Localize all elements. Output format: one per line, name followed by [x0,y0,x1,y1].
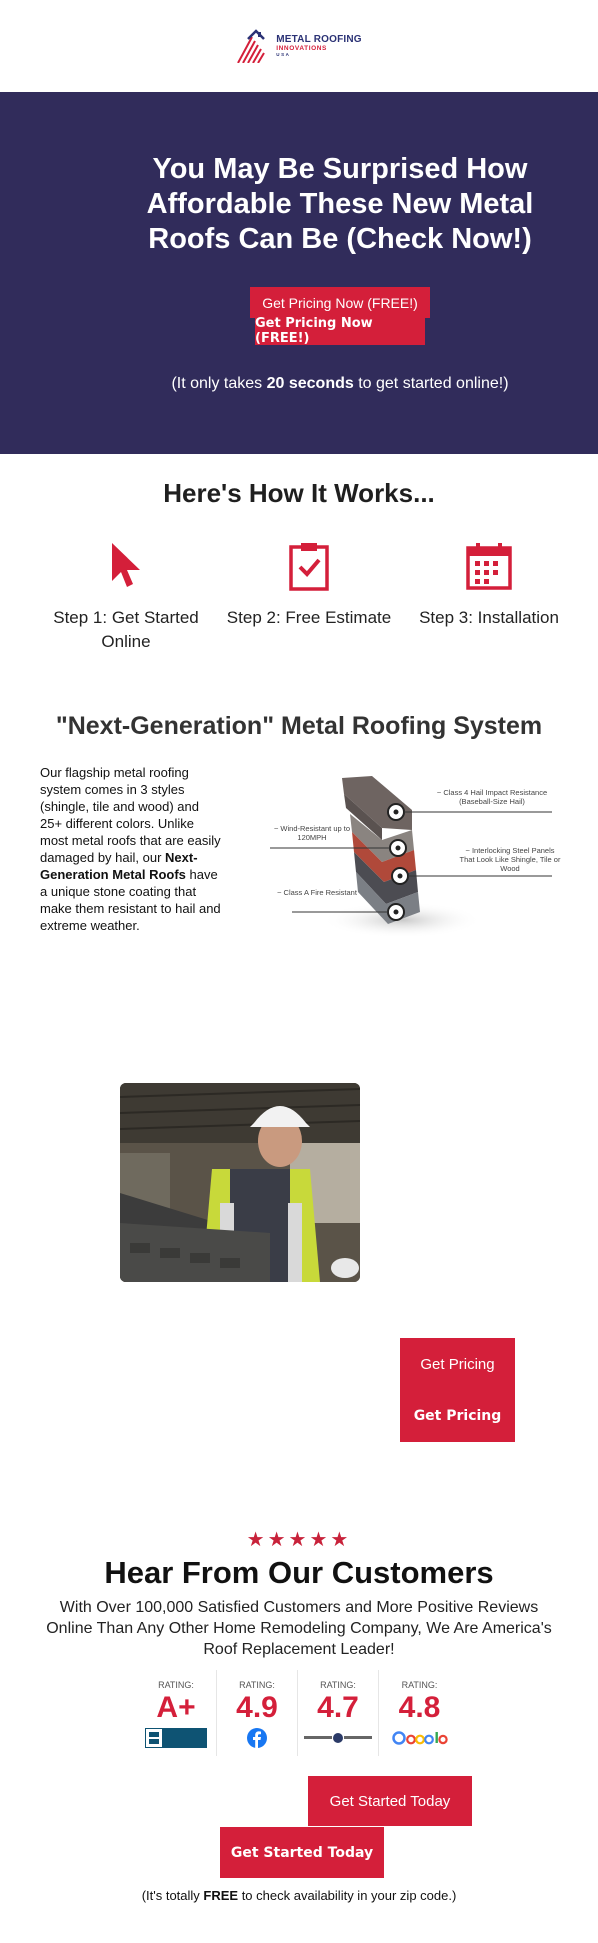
step-2-label: Step 2: Free Estimate [226,608,392,627]
hero-note-bold: 20 seconds [266,375,354,392]
rating-bbb [136,1670,217,1756]
rating-label: RATING: [401,1680,438,1690]
next-gen-text-1: Our flagship metal roofing system comes in 3 styles (shingle, tile and wood) and 25+ different colors. Unlike most metal roofs that are easily damaged by hail, our [40,765,221,865]
cursor-icon [108,541,144,591]
clipboard-check-icon [288,541,330,591]
reviews-title: Hear From Our Customers [104,1555,494,1590]
hero-section [0,92,598,454]
hero-note [112,375,568,393]
free-note-suffix: to check availability in your zip code.) [238,1888,457,1903]
step-1 [41,540,211,654]
five-star-rating: ★★★★★ [246,1529,352,1551]
free-note-bold: FREE [203,1888,239,1903]
rating-google [379,1670,460,1756]
reviews-subtitle: With Over 100,000 Satisfied Customers and More Positive Reviews Online Than Any Other Home Remodeling Company, We Are America's Roof Replacement Leader! [46,1599,552,1658]
guildquality-logo [298,1728,378,1748]
free-availability-note [0,1888,598,1903]
next-gen-description [40,764,222,934]
calendar-icon [465,541,513,591]
step-3-label: Step 3: Installation [419,608,559,627]
video-player[interactable] [120,1083,360,1282]
roof-logo-icon [236,29,272,63]
label-fire-resistant: ~ Class A Fire Resistant [277,888,357,897]
free-note-prefix: (It's totally [141,1888,204,1903]
hero-note-suffix: to get started online!) [353,375,509,392]
get-pricing-button[interactable]: Get Pricing [400,1338,515,1390]
step-3 [404,540,574,630]
logo-line1: METAL ROOFING [276,33,362,45]
rating-label: RATING: [158,1680,194,1690]
get-started-today-button[interactable]: Get Started Today [308,1776,472,1826]
next-gen-text-bold: Next-Generation Metal Roofs [40,850,198,882]
label-interlocking-panels: ~ Interlocking Steel Panels That Look Like Shingle, Tile or Wood [459,846,561,873]
google-logo [379,1728,460,1748]
rating-label: RATING: [239,1680,275,1690]
how-it-works-title: Here's How It Works... [163,478,435,508]
rating-label: RATING: [320,1680,356,1690]
facebook-icon [247,1728,267,1748]
get-pricing-now-button-alt[interactable]: Get Pricing Now (FREE!) [255,316,425,345]
label-hail-resistance: ~ Class 4 Hail Impact Resistance (Baseball-Size Hail) [436,788,548,806]
get-started-today-button-alt[interactable]: Get Started Today [220,1827,384,1878]
step-2 [224,540,394,630]
logo-line2: INNOVATIONS [276,44,327,52]
hero-note-prefix: (It only takes [171,375,267,392]
video-thumbnail-image [120,1083,360,1282]
rating-value: 4.7 [317,1691,359,1724]
rating-value: 4.9 [236,1691,278,1724]
rating-value: A+ [156,1691,196,1724]
next-gen-text-2: have a unique stone coating that make them resistant to hail and extreme weather. [40,867,221,933]
step-1-label: Step 1: Get Started Online [53,608,199,651]
get-pricing-now-button[interactable]: Get Pricing Now (FREE!) [250,287,430,318]
label-wind-resistant: ~ Wind-Resistant up to 120MPH [273,824,351,842]
rating-facebook [217,1670,298,1756]
logo-line3: USA [276,52,291,57]
brand-logo[interactable] [236,29,362,63]
hero-title: You May Be Surprised How Affordable These New Metal Roofs Can Be (Check Now!) [146,153,534,255]
site-header [0,0,598,92]
bbb-accredited-logo [136,1728,216,1748]
ratings-row [136,1670,462,1756]
rating-value: 4.8 [398,1691,441,1724]
rating-guildquality [298,1670,379,1756]
next-gen-title: "Next-Generation" Metal Roofing System [55,712,543,740]
roof-layers-diagram [262,770,562,945]
get-pricing-button-alt[interactable]: Get Pricing [400,1390,515,1442]
